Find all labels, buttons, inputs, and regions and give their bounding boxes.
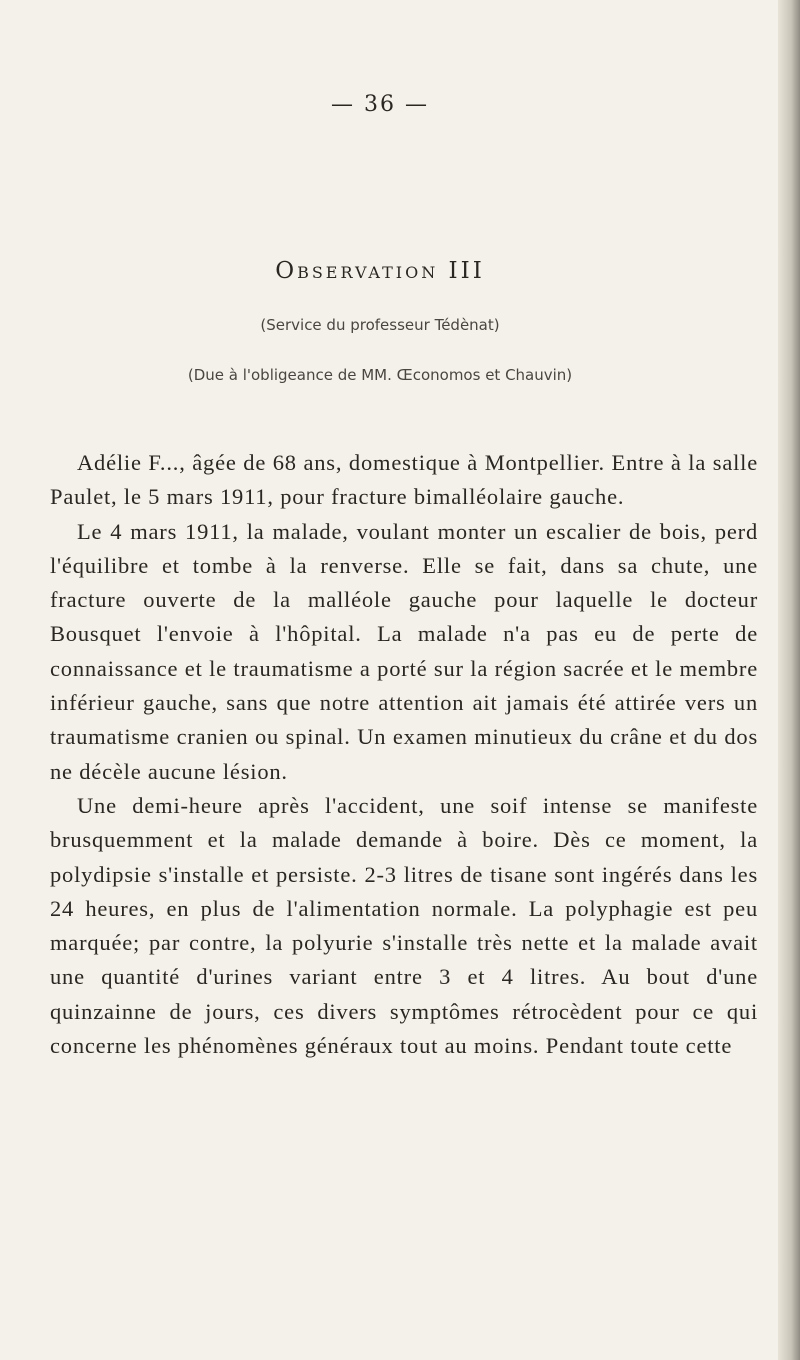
service-line: (Service du professeur Tédènat) [260, 316, 500, 334]
observation-heading: Observation III [275, 258, 485, 284]
page-number: — 36 — [331, 92, 429, 117]
page-edge [778, 0, 800, 1360]
paragraph: Adélie F..., âgée de 68 ans, domestique à Montpellier. Entre à la salle Paulet, le 5 mars 1911, pour fracture bimalléolaire gauche. [50, 450, 758, 510]
body-text [50, 446, 758, 1063]
credit-line: (Due à l'obligeance de MM. Œconomos et Chauvin) [187, 366, 573, 384]
paragraph: Une demi-heure après l'accident, une soif intense se manifeste brusquemment et la malade demande à boire. Dès ce moment, la polydipsie s'installe et persiste. 2-3 litres de tisane sont ingérés dans les 24 heures, en plus de l'alimentation normale. La polyphagie est peu marquée; par contre, la polyurie s'installe très nette et la malade avait une quantité d'urines variant entre 3 et 4 litres. Au bout d'une quinzainne de jours, ces divers symptômes rétrocèdent pour ce qui concerne les phénomènes généraux tout au moins. Pendant toute cette [50, 792, 758, 1059]
paragraph: Le 4 mars 1911, la malade, voulant monter un escalier de bois, perd l'équilibre et tombe à la renverse. Elle se fait, dans sa chute, une fracture ouverte de la malléole gauche pour laquelle le docteur Bousquet l'envoie à l'hôpital. La malade n'a pas eu de perte de connaissance et le traumatisme a porté sur la région sacrée et le membre inférieur gauche, sans que notre attention ait jamais été attirée vers un traumatisme cranien ou spinal. Un examen minutieux du crâne et du dos ne décèle aucune lésion. [50, 518, 758, 784]
